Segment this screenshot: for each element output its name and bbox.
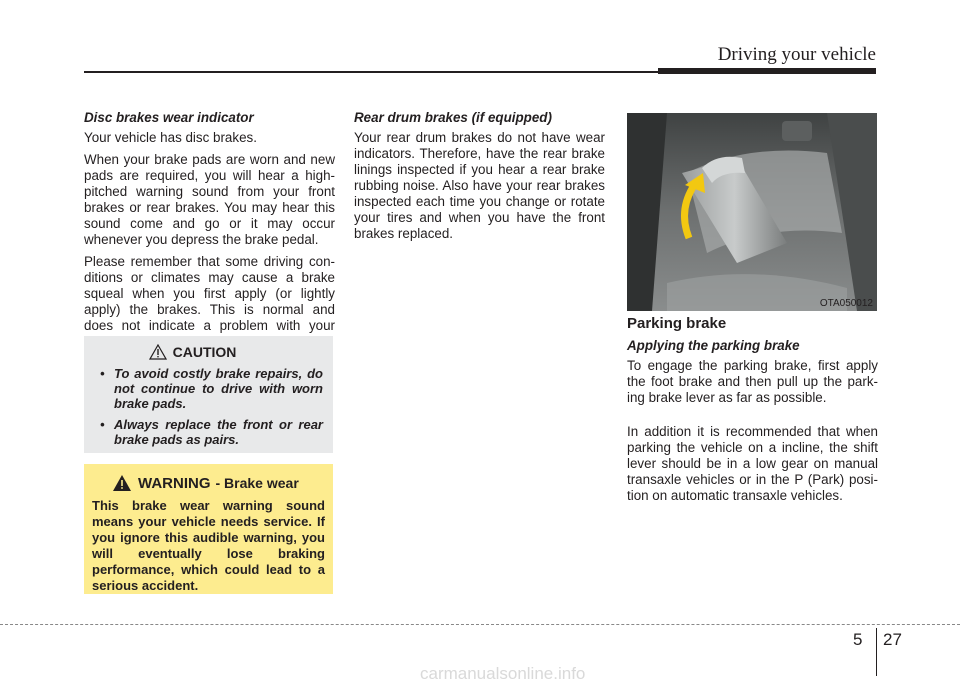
middle-column	[354, 110, 605, 248]
paragraph: When your brake pads are worn and new pads are required, you will hear a high-pitched warning sound from your front brakes or rear brakes. You may hear this sound come and go or it may occur whenever you depress the brake pedal.	[84, 152, 335, 247]
photo-caption: OTA050012	[819, 298, 873, 309]
paragraph: To engage the parking brake, first apply the foot brake and then pull up the park-ing brake lever as far as possible.	[627, 358, 878, 405]
caution-list	[92, 366, 323, 447]
caution-item: • To avoid costly brake repairs, do not continue to drive with worn brake pads.	[100, 366, 323, 411]
page-number: 27	[883, 630, 902, 649]
warning-subtitle: - Brake wear	[215, 475, 299, 491]
caution-item-text: Always replace the front or rear brake pads as pairs.	[114, 417, 323, 447]
paragraph: In addition it is recommended that when parking the vehicle on a incline, the shift lever should be in a low gear on manual transaxle vehicles or in the P (Park) posi-tion on automatic transaxle vehicles.	[627, 424, 878, 503]
paragraph: Your rear drum brakes do not have wear indicators. Therefore, have the rear brake linings inspected if you hear a rear brake rubbing noise. Also have your rear brakes inspected each time you change or rotate your tires and when you have the front brakes replaced.	[354, 130, 605, 241]
section-number: 5	[853, 630, 863, 649]
paragraph: Your vehicle has disc brakes.	[84, 130, 257, 145]
right-column	[627, 316, 878, 510]
warning-text: This brake wear warning sound means your vehicle needs service. If you ignore this audible warning, you will eventually lose braking performance, which could lead to a serious accident.	[92, 498, 325, 593]
caution-triangle-icon	[149, 344, 167, 360]
warning-box	[84, 464, 333, 594]
warning-title: WARNING	[138, 474, 211, 492]
paragraph: Please remember that some driving con-ditions or climates may cause a brake squeal when you first apply (or lightly apply) the brakes. This is normal and does not indicate a problem with your	[84, 254, 335, 333]
page-number-divider	[876, 628, 877, 676]
caution-box	[84, 336, 333, 453]
parking-brake-photo	[627, 113, 877, 311]
caution-item: • Always replace the front or rear brake pads as pairs.	[100, 417, 323, 447]
page-header-title: Driving your vehicle	[717, 44, 876, 65]
parking-brake-title: Parking brake	[627, 315, 727, 332]
caution-header	[62, 344, 323, 360]
warning-triangle-icon	[112, 474, 132, 492]
caution-item-text: To avoid costly brake repairs, do not continue to drive with worn brake pads.	[114, 366, 323, 411]
header-rule-bold	[658, 68, 876, 74]
footer-rule	[0, 624, 960, 625]
disc-brakes-heading: Disc brakes wear indicator	[84, 110, 254, 125]
rear-drum-heading: Rear drum brakes (if equipped)	[354, 110, 552, 125]
header-rule	[84, 71, 658, 73]
warning-header	[112, 474, 325, 492]
parking-brake-illustration	[627, 113, 877, 311]
left-column	[84, 110, 335, 356]
watermark: carmanualsonline.info	[420, 664, 586, 683]
applying-brake-heading: Applying the parking brake	[627, 338, 800, 353]
caution-title: CAUTION	[172, 344, 237, 360]
